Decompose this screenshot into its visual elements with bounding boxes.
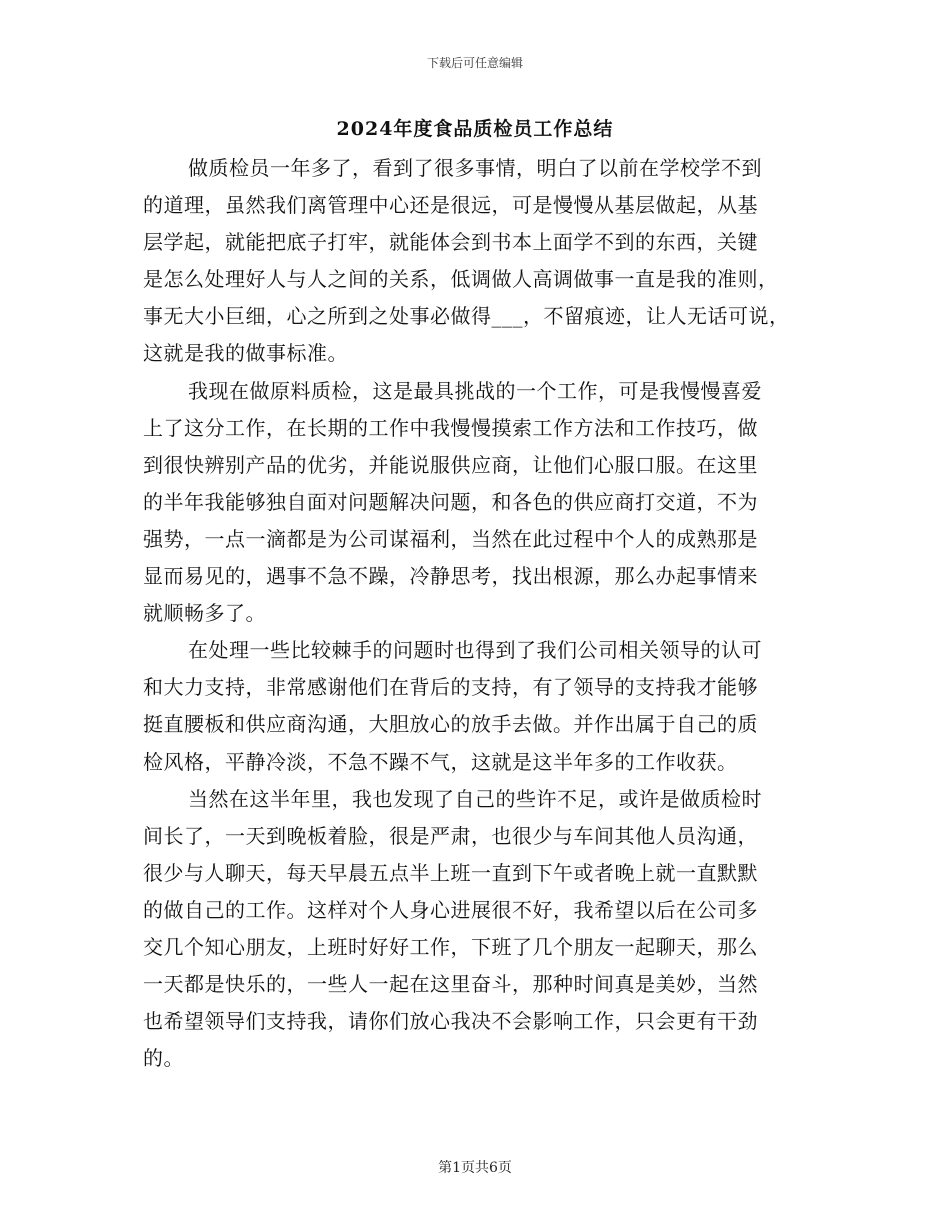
paragraph-line: 挺直腰板和供应商沟通，大胆放心的放手去做。并作出属于自己的质 — [143, 712, 758, 737]
paragraph-line: 一天都是快乐的，一些人一起在这里奋斗，那种时间真是美妙，当然 — [143, 972, 758, 997]
paragraph-line: 是怎么处理好人与人之间的关系，低调做人高调做事一直是我的准则， — [143, 267, 779, 292]
paragraph-line: 做质检员一年多了，看到了很多事情，明白了以前在学校学不到 — [188, 156, 762, 180]
page-number: 第1页共6页 — [438, 1160, 512, 1176]
paragraph-line: 很少与人聊天，每天早晨五点半上班一直到下午或者晚上就一直默默 — [143, 860, 758, 885]
paragraph-line: 上了这分工作，在长期的工作中我慢慢摸索工作方法和工作技巧，做 — [143, 415, 758, 440]
paragraph-line: 显而易见的，遇事不急不躁，冷静思考，找出根源，那么办起事情来 — [143, 564, 758, 589]
paragraph-line: 也希望领导们支持我，请你们放心我决不会影响工作，只会更有干劲 — [143, 1009, 758, 1034]
document-title: 2024年度食品质检员工作总结 — [336, 118, 614, 140]
paragraph-line: 到很快辨别产品的优劣，并能说服供应商，让他们心服口服。在这里 — [143, 452, 758, 477]
paragraph-line: 这就是我的做事标准。 — [143, 341, 348, 366]
paragraph-line: 的。 — [143, 1046, 184, 1071]
document-body — [143, 150, 833, 1077]
paragraph-line: 间长了，一天到晚板着脸，很是严肃，也很少与车间其他人员沟通， — [143, 823, 758, 848]
paragraph-line: 的道理，虽然我们离管理中心还是很远，可是慢慢从基层做起，从基 — [143, 193, 758, 218]
paragraph-line: 我现在做原料质检，这是最具挑战的一个工作，可是我慢慢喜爱 — [188, 378, 762, 403]
paragraph-line: 和大力支持，非常感谢他们在背后的支持，有了领导的支持我才能够 — [143, 675, 758, 700]
paragraph-line: 层学起，就能把底子打牢，就能体会到书本上面学不到的东西，关键 — [143, 230, 758, 255]
paragraph-line: 事无大小巨细，心之所到之处事必做得___，不留痕迹，让人无话可说， — [143, 304, 790, 329]
paragraph-line: 在处理一些比较棘手的问题时也得到了我们公司相关领导的认可 — [188, 638, 762, 663]
paragraph-line: 交几个知心朋友，上班时好好工作，下班了几个朋友一起聊天，那么 — [143, 934, 758, 959]
paragraph-line: 强势，一点一滴都是为公司谋福利，当然在此过程中个人的成熟那是 — [143, 526, 758, 551]
paragraph-line: 当然在这半年里，我也发现了自己的些许不足，或许是做质检时 — [188, 786, 762, 811]
paragraph-line: 的半年我能够独自面对问题解决问题，和各色的供应商打交道，不为 — [143, 489, 758, 514]
download-edit-note: 下载后可任意编辑 — [426, 56, 523, 70]
paragraph-line: 就顺畅多了。 — [143, 601, 266, 626]
paragraph-line: 检风格，平静冷淡，不急不躁不气，这就是这半年多的工作收获。 — [143, 749, 738, 774]
paragraph-line: 的做自己的工作。这样对个人身心进展很不好，我希望以后在公司多 — [143, 897, 758, 922]
